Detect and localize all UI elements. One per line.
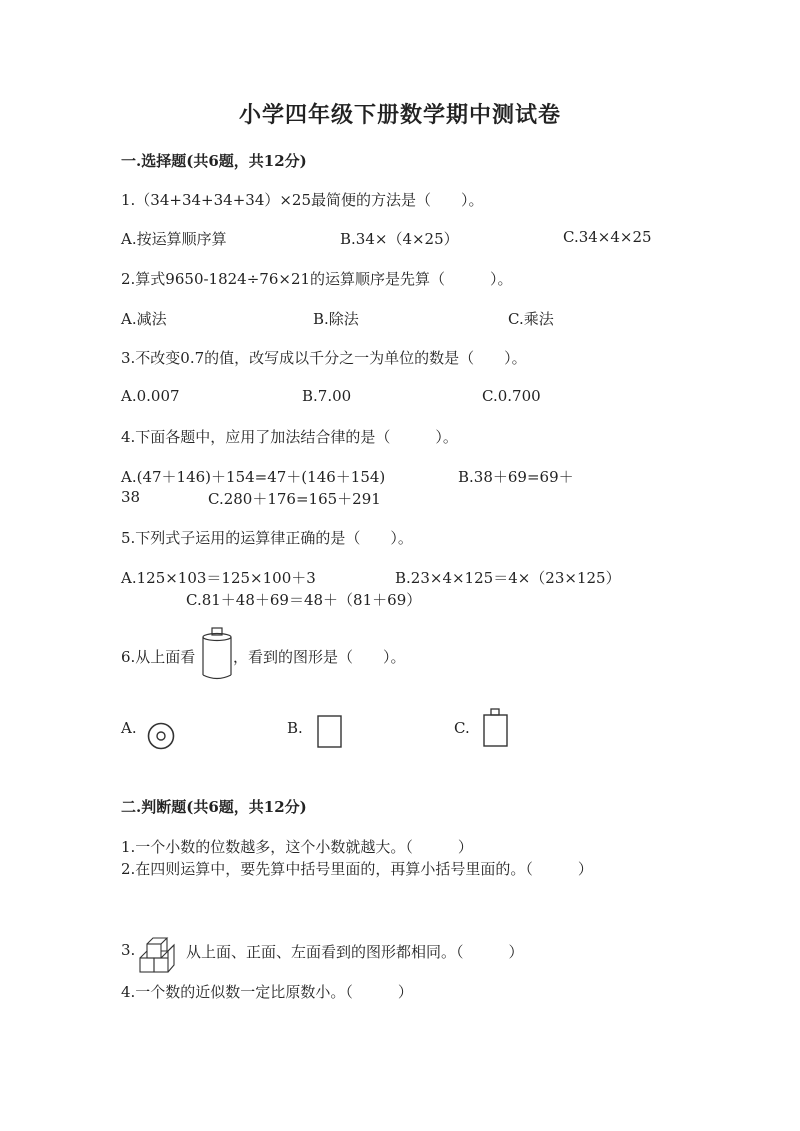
question-5-option-a[interactable]: A.125×103＝125×100＋3 xyxy=(121,569,316,587)
question-5-option-b[interactable]: B.23×4×125＝4×（23×125） xyxy=(395,569,621,587)
question-3-stem: 3.不改变0.7的值，改写成以千分之一为单位的数是（ ）。 xyxy=(121,349,527,367)
question-6-stem-prefix: 6.从上面看 xyxy=(121,648,196,666)
judgment-1: 1.一个小数的位数越多，这个小数就越大。（ ） xyxy=(121,838,473,856)
question-3-option-b[interactable]: B.7.00 xyxy=(302,387,352,405)
question-4-stem: 4.下面各题中，应用了加法结合律的是（ ）。 xyxy=(121,428,458,446)
judgment-2: 2.在四则运算中，要先算中括号里面的，再算小括号里面的。（ ） xyxy=(121,860,593,878)
concentric-circles-figure[interactable] xyxy=(146,721,176,751)
section-heading-judgment: 二.判断题(共6题，共12分) xyxy=(121,798,307,816)
question-6-option-b[interactable]: B. xyxy=(287,719,303,737)
question-2-option-c[interactable]: C.乘法 xyxy=(508,310,554,328)
question-6-option-c[interactable]: C. xyxy=(454,719,470,737)
question-2-stem: 2.算式9650-1824÷76×21的运算顺序是先算（ ）。 xyxy=(121,270,513,288)
question-4-option-b-continued: 38 xyxy=(121,488,141,506)
question-4-option-c[interactable]: C.280＋176=165＋291 xyxy=(208,490,381,508)
question-6-stem-suffix: ，看到的图形是（ ）。 xyxy=(233,648,406,666)
question-3-option-c[interactable]: C.0.700 xyxy=(482,387,541,405)
question-3-option-a[interactable]: A.0.007 xyxy=(121,387,180,405)
question-1-stem: 1.（34+34+34+34）×25最简便的方法是（ ）。 xyxy=(121,191,484,209)
section-heading-choice: 一.选择题(共6题，共12分) xyxy=(121,152,307,170)
question-4-option-a[interactable]: A.(47＋146)＋154=47＋(146＋154) xyxy=(121,468,386,486)
cube-stack-figure xyxy=(138,935,182,975)
cylinder-figure xyxy=(200,627,236,683)
question-5-stem: 5.下列式子运用的运算律正确的是（ ）。 xyxy=(121,529,413,547)
page-title: 小学四年级下册数学期中测试卷 xyxy=(238,102,561,128)
question-4-option-b[interactable]: B.38＋69=69＋ xyxy=(458,468,574,486)
judgment-3-number: 3. xyxy=(121,941,136,959)
judgment-3-text: 从上面、正面、左面看到的图形都相同。（ ） xyxy=(186,943,524,961)
question-2-option-a[interactable]: A.减法 xyxy=(121,310,167,328)
judgment-4: 4.一个数的近似数一定比原数小。（ ） xyxy=(121,983,413,1001)
question-1-option-a[interactable]: A.按运算顺序算 xyxy=(121,230,227,248)
question-2-option-b[interactable]: B.除法 xyxy=(313,310,359,328)
question-1-option-c[interactable]: C.34×4×25 xyxy=(563,228,652,246)
question-5-option-c[interactable]: C.81＋48＋69＝48＋（81＋69） xyxy=(186,591,422,609)
rectangle-with-tab-figure[interactable] xyxy=(481,707,511,749)
question-1-option-b[interactable]: B.34×（4×25） xyxy=(340,230,459,248)
rectangle-figure[interactable] xyxy=(316,714,344,750)
question-6-option-a[interactable]: A. xyxy=(121,719,137,737)
